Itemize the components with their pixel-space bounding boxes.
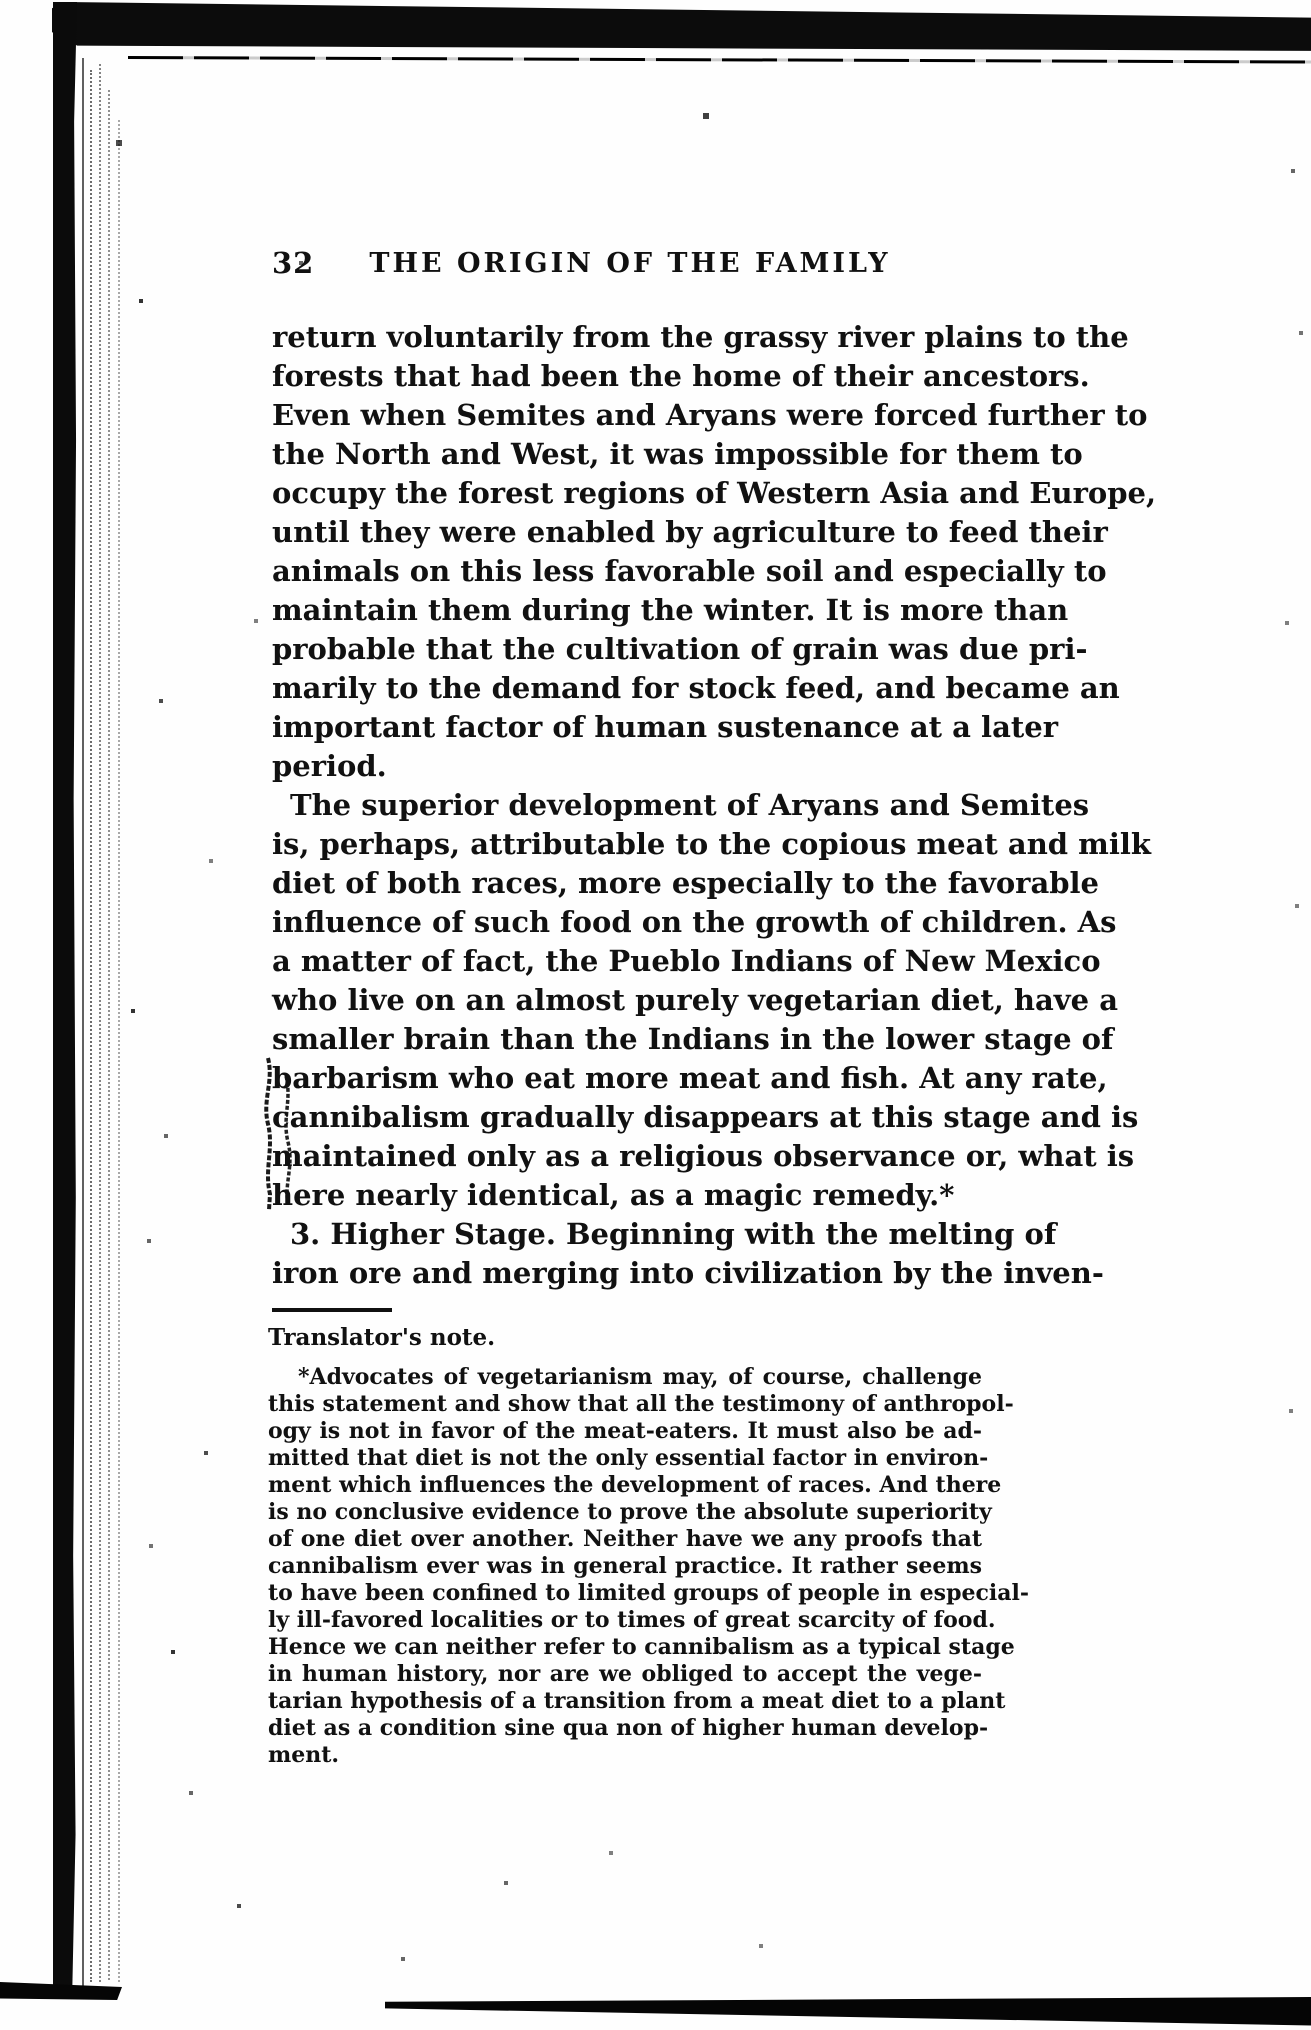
footnote-line: ment which influences the development of races. And there xyxy=(268,1472,1002,1498)
footnote-line: is no conclusive evidence to prove the absolute superiority xyxy=(268,1499,992,1525)
body-line: animals on this less favorable soil and especially to xyxy=(272,554,1107,588)
page-edge-line xyxy=(108,90,110,1980)
scan-bottom-left-mark xyxy=(0,1982,122,2000)
footnote-line: mitted that diet is not the only essential factor in environ- xyxy=(268,1445,989,1471)
footnote-rule xyxy=(272,1308,392,1312)
page-edge-line xyxy=(90,70,92,1982)
body-line: diet of both races, more especially to the favorable xyxy=(272,866,1099,900)
scan-left-binding xyxy=(53,2,77,1994)
footnote-line: diet as a condition sine qua non of higher human develop- xyxy=(268,1715,989,1741)
body-line: Even when Semites and Aryans were forced further to xyxy=(272,398,1148,432)
page-edge-line xyxy=(118,120,120,1982)
body-line: period. xyxy=(272,749,387,783)
body-line: influence of such food on the growth of children. As xyxy=(272,905,1117,939)
footnote-line: ly ill-favored localities or to times of great scarcity of food. xyxy=(268,1607,996,1633)
body-line: until they were enabled by agriculture to feed their xyxy=(272,515,1108,549)
scan-speckles xyxy=(0,0,2,2)
body-line: 3. Higher Stage. Beginning with the melting of xyxy=(290,1217,1057,1251)
running-title: THE ORIGIN OF THE FAMILY xyxy=(369,248,891,279)
page-edge-line xyxy=(82,58,84,1986)
footnote-heading: Translator's note. xyxy=(268,1324,496,1351)
footnote-line: in human history, nor are we obliged to accept the vege- xyxy=(268,1661,982,1687)
footnote-line: Hence we can neither refer to cannibalism as a typical stage xyxy=(268,1634,1015,1660)
body-line: marily to the demand for stock feed, and became an xyxy=(272,671,1120,705)
scan-top-edge xyxy=(52,2,1311,54)
body-line: barbarism who eat more meat and fish. At any rate, xyxy=(272,1061,1108,1095)
body-line: return voluntarily from the grassy river plains to the xyxy=(272,320,1129,354)
footnote-line: this statement and show that all the testimony of anthropol- xyxy=(268,1391,1014,1417)
body-line: maintain them during the winter. It is more than xyxy=(272,593,1069,627)
body-line: who live on an almost purely vegetarian diet, have a xyxy=(272,983,1118,1017)
body-line: forests that had been the home of their ancestors. xyxy=(272,359,1090,393)
body-line: maintained only as a religious observance or, what is xyxy=(272,1139,1135,1173)
body-line: cannibalism gradually disappears at this stage and is xyxy=(272,1100,1139,1134)
body-line: smaller brain than the Indians in the lower stage of xyxy=(272,1022,1114,1056)
body-line: probable that the cultivation of grain was due pri- xyxy=(272,632,1088,666)
footnote-line: tarian hypothesis of a transition from a meat diet to a plant xyxy=(268,1688,1006,1714)
body-line: occupy the forest regions of Western Asia and Europe, xyxy=(272,476,1157,510)
footnote-line: to have been confined to limited groups of people in especial- xyxy=(268,1580,1029,1606)
page-header xyxy=(272,246,972,286)
scan-top-rule xyxy=(128,56,1311,64)
body-line: The superior development of Aryans and Semites xyxy=(290,788,1090,822)
footnote-text xyxy=(268,1364,1029,1769)
body-line: the North and West, it was impossible for them to xyxy=(272,437,1083,471)
footnote-line: *Advocates of vegetarianism may, of course, challenge xyxy=(298,1364,982,1390)
scan-bottom-edge xyxy=(385,1997,1311,2027)
footnote-line: cannibalism ever was in general practice. It rather seems xyxy=(268,1553,982,1579)
body-line: is, perhaps, attributable to the copious meat and milk xyxy=(272,827,1151,861)
footnote-line: ogy is not in favor of the meat-eaters. It must also be ad- xyxy=(268,1418,982,1444)
body-line: iron ore and merging into civilization by the inven- xyxy=(272,1256,1104,1290)
page-edge-line xyxy=(99,64,101,1982)
page-number: 32 xyxy=(272,246,315,280)
body-line: here nearly identical, as a magic remedy.* xyxy=(272,1178,955,1212)
body-line: important factor of human sustenance at a later xyxy=(272,710,1058,744)
footnote-line: ment. xyxy=(268,1742,340,1768)
footnote-line: of one diet over another. Neither have we any proofs that xyxy=(268,1526,982,1552)
body-line: a matter of fact, the Pueblo Indians of New Mexico xyxy=(272,944,1101,978)
body-text xyxy=(272,318,1157,1293)
